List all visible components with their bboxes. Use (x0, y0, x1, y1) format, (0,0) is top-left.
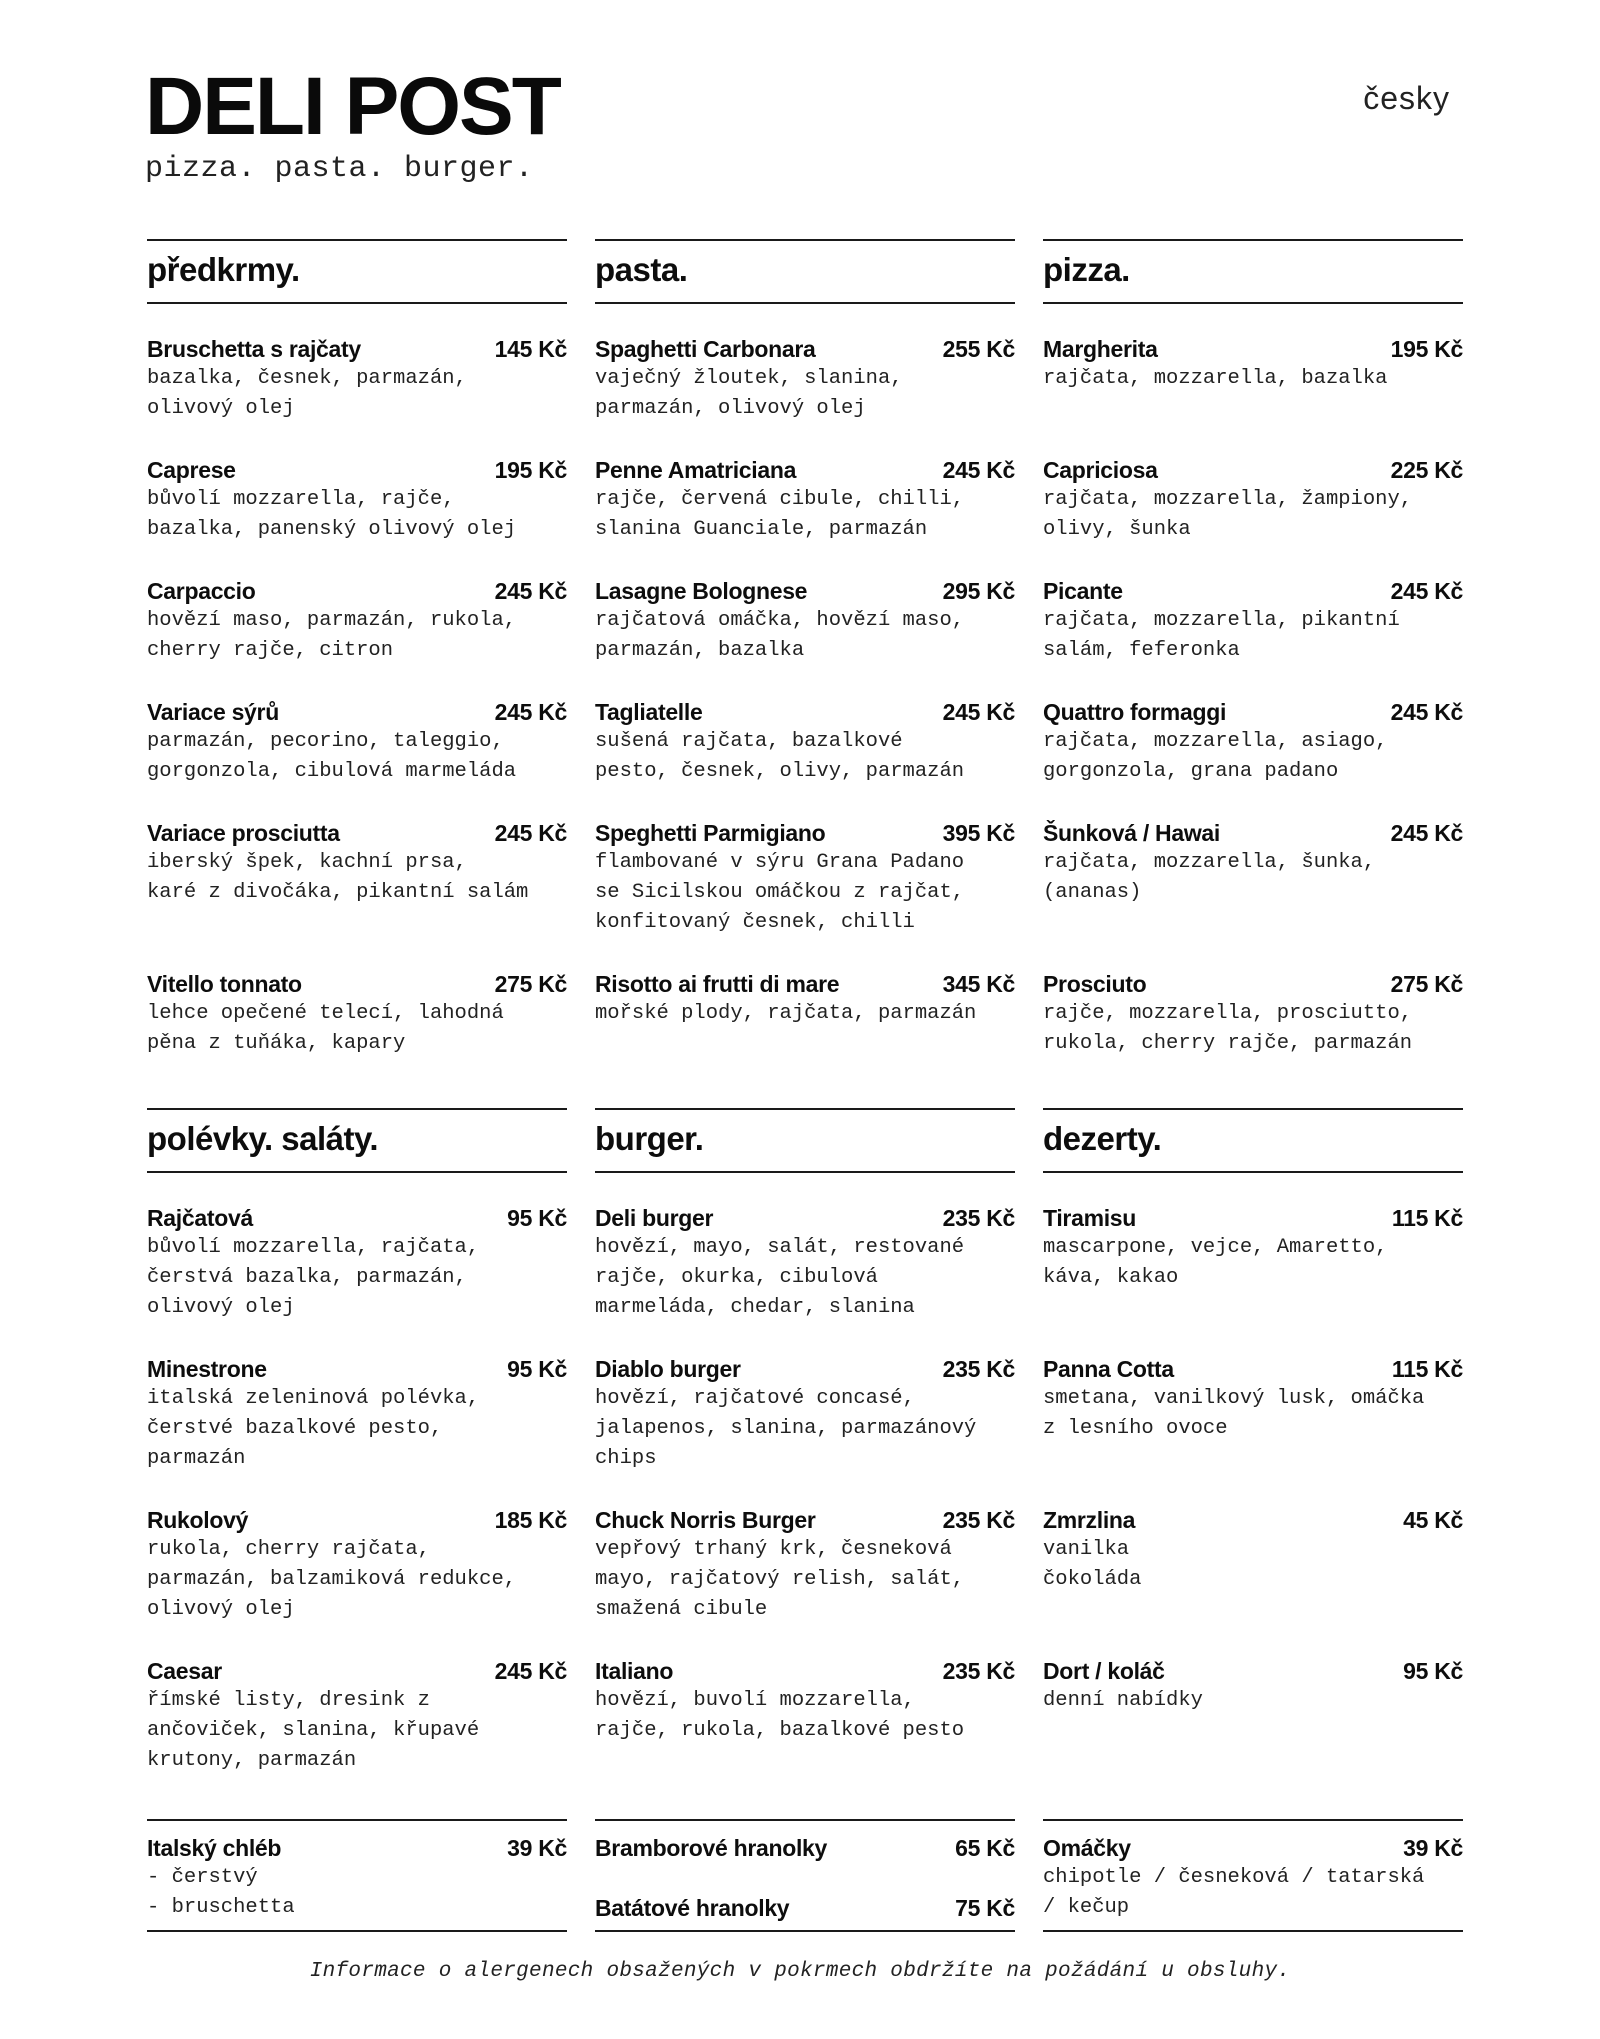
menu-item-name: Tagliatelle (595, 699, 703, 725)
menu-item (595, 818, 1015, 938)
restaurant-tagline: pizza. pasta. burger. (145, 152, 534, 186)
menu-item-header (147, 818, 567, 848)
menu-item-name: Caprese (147, 457, 236, 483)
menu-item (147, 1505, 567, 1625)
menu-item-price: 115 Kč (1391, 1356, 1463, 1382)
menu-item-description: iberský špek, kachní prsa, karé z divočáka, pikantní salám (147, 851, 529, 904)
section-title: pasta. (595, 251, 688, 288)
menu-item-name: Zmrzlina (1043, 1507, 1136, 1533)
menu-item-header (595, 1833, 1015, 1863)
menu-item-name: Variace prosciutta (147, 820, 340, 846)
menu-item (1043, 455, 1463, 545)
menu-item-name: Italský chléb (147, 1835, 282, 1861)
menu-item-name: Prosciuto (1043, 971, 1147, 997)
menu-item-description: bůvolí mozzarella, rajče, bazalka, panenský olivový olej (147, 488, 517, 541)
menu-item-name: Panna Cotta (1043, 1356, 1174, 1382)
menu-item-name: Rukolový (147, 1507, 249, 1533)
menu-item-description: rajčata, mozzarella, šunka, (ananas) (1043, 851, 1376, 904)
menu-item-description: římské listy, dresink z ančoviček, slanina, křupavé krutony, parmazán (147, 1689, 480, 1772)
brand (145, 62, 560, 186)
menu-item-header (147, 1833, 567, 1863)
menu-item (147, 576, 567, 666)
menu-item-price: 95 Kč (507, 1356, 567, 1382)
menu-item-name: Deli burger (595, 1205, 714, 1231)
menu-item (147, 455, 567, 545)
menu-item-name: Tiramisu (1043, 1205, 1137, 1231)
menu-item-name: Omáčky (1043, 1835, 1131, 1861)
menu-item-price: 115 Kč (1391, 1205, 1463, 1231)
menu-item (147, 1833, 567, 1923)
menu-item-price: 39 Kč (507, 1835, 567, 1861)
menu-item-header (147, 697, 567, 727)
menu-item-header (147, 334, 567, 364)
menu-item-header (147, 1505, 567, 1535)
menu-item (595, 1656, 1015, 1746)
menu-item-description: flambované v sýru Grana Padano se Sicilskou omáčkou z rajčat, konfitovaný česnek, chilli (595, 851, 965, 934)
menu-item-description: hovězí, buvolí mozzarella, rajče, rukola, bazalkové pesto (595, 1689, 965, 1742)
menu-item-header (595, 1656, 1015, 1686)
menu-item-name: Capriciosa (1043, 457, 1158, 483)
menu-item-description: lehce opečené telecí, lahodná pěna z tuňáka, kapary (147, 1002, 504, 1055)
menu-item-name: Minestrone (147, 1356, 267, 1382)
menu-item-description: rukola, cherry rajčata, parmazán, balzamiková redukce, olivový olej (147, 1538, 517, 1621)
menu-item (1043, 1833, 1463, 1923)
menu-item-description: - čerstvý - bruschetta (147, 1866, 295, 1919)
menu-item (147, 697, 567, 787)
section-pizza (1043, 239, 1463, 1090)
menu-item-price: 45 Kč (1403, 1507, 1463, 1533)
menu-item-description: rajčata, mozzarella, asiago, gorgonzola, grana padano (1043, 730, 1388, 783)
menu-item-header (1043, 1656, 1463, 1686)
section-header (595, 239, 1015, 304)
menu-item-description: hovězí, mayo, salát, restované rajče, okurka, cibulová marmeláda, chedar, slanina (595, 1236, 965, 1319)
extras-sauces (1043, 1819, 1463, 1932)
menu-item-description: bazalka, česnek, parmazán, olivový olej (147, 367, 467, 420)
menu-item-header (1043, 818, 1463, 848)
menu-item-name: Batátové hranolky (595, 1895, 790, 1921)
menu-item (147, 969, 567, 1059)
menu-item-name: Vitello tonnato (147, 971, 302, 997)
menu-item (595, 1505, 1015, 1625)
menu-item (1043, 576, 1463, 666)
menu-item-header (147, 1354, 567, 1384)
menu-item-header (1043, 697, 1463, 727)
menu-item-header (595, 818, 1015, 848)
menu-item (595, 1893, 1015, 1923)
menu-item (595, 334, 1015, 424)
menu-item (1043, 1203, 1463, 1293)
menu-item-price: 195 Kč (494, 457, 567, 483)
menu-item-price: 235 Kč (942, 1658, 1015, 1684)
menu-item-price: 295 Kč (942, 578, 1015, 604)
menu-item-header (1043, 1833, 1463, 1863)
menu-item-header (1043, 1354, 1463, 1384)
menu-item (1043, 1354, 1463, 1444)
section-title: burger. (595, 1120, 704, 1157)
menu-item (595, 576, 1015, 666)
section-polevky-salaty (147, 1108, 567, 1807)
menu-item-header (1043, 455, 1463, 485)
menu-item-header (1043, 1203, 1463, 1233)
menu-item-price: 235 Kč (942, 1205, 1015, 1231)
menu-item-name: Šunková / Hawai (1043, 820, 1221, 846)
section-dezerty (1043, 1108, 1463, 1747)
allergen-note: Informace o alergenech obsažených v pokrmech obdržíte na požádání u obsluhy. (309, 1960, 1291, 1983)
menu-item-price: 235 Kč (942, 1356, 1015, 1382)
menu-item-description: smetana, vanilkový lusk, omáčka z lesního ovoce (1043, 1387, 1425, 1440)
menu-item (595, 969, 1015, 1029)
menu-item-name: Caesar (147, 1658, 222, 1684)
menu-item-price: 275 Kč (494, 971, 567, 997)
language-switch-link[interactable]: česky (1363, 80, 1450, 116)
menu-item-price: 225 Kč (1390, 457, 1463, 483)
menu-item-header (595, 1354, 1015, 1384)
menu-item-price: 245 Kč (494, 1658, 567, 1684)
menu-item-name: Lasagne Bolognese (595, 578, 808, 604)
menu-item-header (1043, 334, 1463, 364)
menu-item-description: vanilka čokoláda (1043, 1538, 1142, 1591)
menu-item-name: Chuck Norris Burger (595, 1507, 816, 1533)
menu-item-header (1043, 576, 1463, 606)
section-predkrmy (147, 239, 567, 1090)
extras-bread (147, 1819, 567, 1932)
menu-item-description: rajče, červená cibule, chilli, slanina Guanciale, parmazán (595, 488, 965, 541)
section-pasta (595, 239, 1015, 1060)
menu-item-price: 195 Kč (1390, 336, 1463, 362)
menu-item-description: vepřový trhaný krk, česneková mayo, rajčatový relish, salát, smažená cibule (595, 1538, 965, 1621)
section-header (595, 1108, 1015, 1173)
section-header (1043, 239, 1463, 304)
menu-item-header (1043, 969, 1463, 999)
menu-item-name: Dort / koláč (1043, 1658, 1165, 1684)
menu-item-description: sušená rajčata, bazalkové pesto, česnek, olivy, parmazán (595, 730, 965, 783)
menu-item-header (595, 1893, 1015, 1923)
menu-item-name: Rajčatová (147, 1205, 253, 1231)
extras-fries (595, 1819, 1015, 1932)
menu-item-description: hovězí, rajčatové concasé, jalapenos, slanina, parmazánový chips (595, 1387, 977, 1470)
menu-item-header (147, 1203, 567, 1233)
menu-item-description: vaječný žloutek, slanina, parmazán, olivový olej (595, 367, 903, 420)
menu-item-header (595, 1203, 1015, 1233)
section-header (147, 239, 567, 304)
section-title: polévky. saláty. (147, 1120, 379, 1157)
menu-item (147, 334, 567, 424)
menu-item-price: 95 Kč (507, 1205, 567, 1231)
menu-item-header (147, 576, 567, 606)
menu-item (595, 697, 1015, 787)
menu-item-price: 75 Kč (955, 1895, 1015, 1921)
menu-item-name: Italiano (595, 1658, 674, 1684)
menu-item-price: 245 Kč (1390, 820, 1463, 846)
menu-item-name: Quattro formaggi (1043, 699, 1227, 725)
menu-item (147, 1656, 567, 1776)
section-title: pizza. (1043, 251, 1130, 288)
section-header (1043, 1108, 1463, 1173)
menu-item-name: Margherita (1043, 336, 1158, 362)
menu-item (595, 1354, 1015, 1474)
menu-item-price: 245 Kč (1390, 578, 1463, 604)
menu-item-price: 395 Kč (942, 820, 1015, 846)
restaurant-logo-title: DELI POST (145, 61, 560, 152)
menu-item-price: 345 Kč (942, 971, 1015, 997)
menu-item (595, 1203, 1015, 1323)
menu-item-description: italská zeleninová polévka, čerstvé bazalkové pesto, parmazán (147, 1387, 480, 1470)
menu-item-header (1043, 1505, 1463, 1535)
menu-item-name: Variace sýrů (147, 699, 279, 725)
menu-item (1043, 969, 1463, 1059)
menu-item-price: 185 Kč (494, 1507, 567, 1533)
menu-item (147, 818, 567, 908)
menu-item-header (595, 455, 1015, 485)
menu-item (1043, 697, 1463, 787)
menu-item-description: hovězí maso, parmazán, rukola, cherry rajče, citron (147, 609, 517, 662)
menu-item-header (595, 1505, 1015, 1535)
menu-item-header (595, 969, 1015, 999)
menu-item-header (595, 334, 1015, 364)
menu-item-price: 245 Kč (494, 699, 567, 725)
menu-item (1043, 818, 1463, 908)
menu-item (595, 455, 1015, 545)
menu-item-name: Bramborové hranolky (595, 1835, 828, 1861)
menu-item-description: chipotle / česneková / tatarská / kečup (1043, 1866, 1425, 1919)
menu-item-name: Diablo burger (595, 1356, 741, 1382)
menu-item-name: Picante (1043, 578, 1123, 604)
menu-item-description: parmazán, pecorino, taleggio, gorgonzola, cibulová marmeláda (147, 730, 517, 783)
section-title: předkrmy. (147, 251, 300, 288)
menu-item-description: mořské plody, rajčata, parmazán (595, 1002, 977, 1025)
menu-item-price: 245 Kč (494, 820, 567, 846)
menu-item-description: denní nabídky (1043, 1689, 1203, 1712)
menu-item (595, 1833, 1015, 1863)
menu-item (1043, 334, 1463, 394)
menu-item-price: 245 Kč (1390, 699, 1463, 725)
menu-item-name: Penne Amatriciana (595, 457, 797, 483)
menu-item-name: Risotto ai frutti di mare (595, 971, 840, 997)
menu-item-description: rajčata, mozzarella, pikantní salám, feferonka (1043, 609, 1400, 662)
menu-item-header (595, 576, 1015, 606)
menu-item-header (147, 455, 567, 485)
menu-item-price: 235 Kč (942, 1507, 1015, 1533)
section-burger (595, 1108, 1015, 1777)
menu-item-name: Speghetti Parmigiano (595, 820, 826, 846)
menu-item-price: 245 Kč (942, 699, 1015, 725)
menu-item-price: 255 Kč (942, 336, 1015, 362)
menu-item-price: 95 Kč (1403, 1658, 1463, 1684)
menu-item-description: rajčata, mozzarella, žampiony, olivy, šunka (1043, 488, 1413, 541)
menu-item-description: bůvolí mozzarella, rajčata, čerstvá bazalka, parmazán, olivový olej (147, 1236, 480, 1319)
menu-item-description: mascarpone, vejce, Amaretto, káva, kakao (1043, 1236, 1388, 1289)
menu-item-name: Carpaccio (147, 578, 256, 604)
menu-item-description: rajčata, mozzarella, bazalka (1043, 367, 1388, 390)
menu-item-price: 275 Kč (1390, 971, 1463, 997)
menu-item (1043, 1505, 1463, 1595)
menu-item-header (147, 1656, 567, 1686)
section-title: dezerty. (1043, 1120, 1162, 1157)
section-header (147, 1108, 567, 1173)
menu-item-price: 145 Kč (494, 336, 567, 362)
menu-item-name: Bruschetta s rajčaty (147, 336, 361, 362)
menu-item-description: rajče, mozzarella, prosciutto, rukola, cherry rajče, parmazán (1043, 1002, 1413, 1055)
menu-item-name: Spaghetti Carbonara (595, 336, 816, 362)
menu-item-price: 245 Kč (494, 578, 567, 604)
menu-item-description: rajčatová omáčka, hovězí maso, parmazán, bazalka (595, 609, 965, 662)
menu-item (147, 1354, 567, 1474)
menu-item-header (147, 969, 567, 999)
menu-item-price: 39 Kč (1403, 1835, 1463, 1861)
menu-item (147, 1203, 567, 1323)
menu-item-header (595, 697, 1015, 727)
menu-item-price: 245 Kč (942, 457, 1015, 483)
menu-item-price: 65 Kč (955, 1835, 1015, 1861)
menu-item (1043, 1656, 1463, 1716)
